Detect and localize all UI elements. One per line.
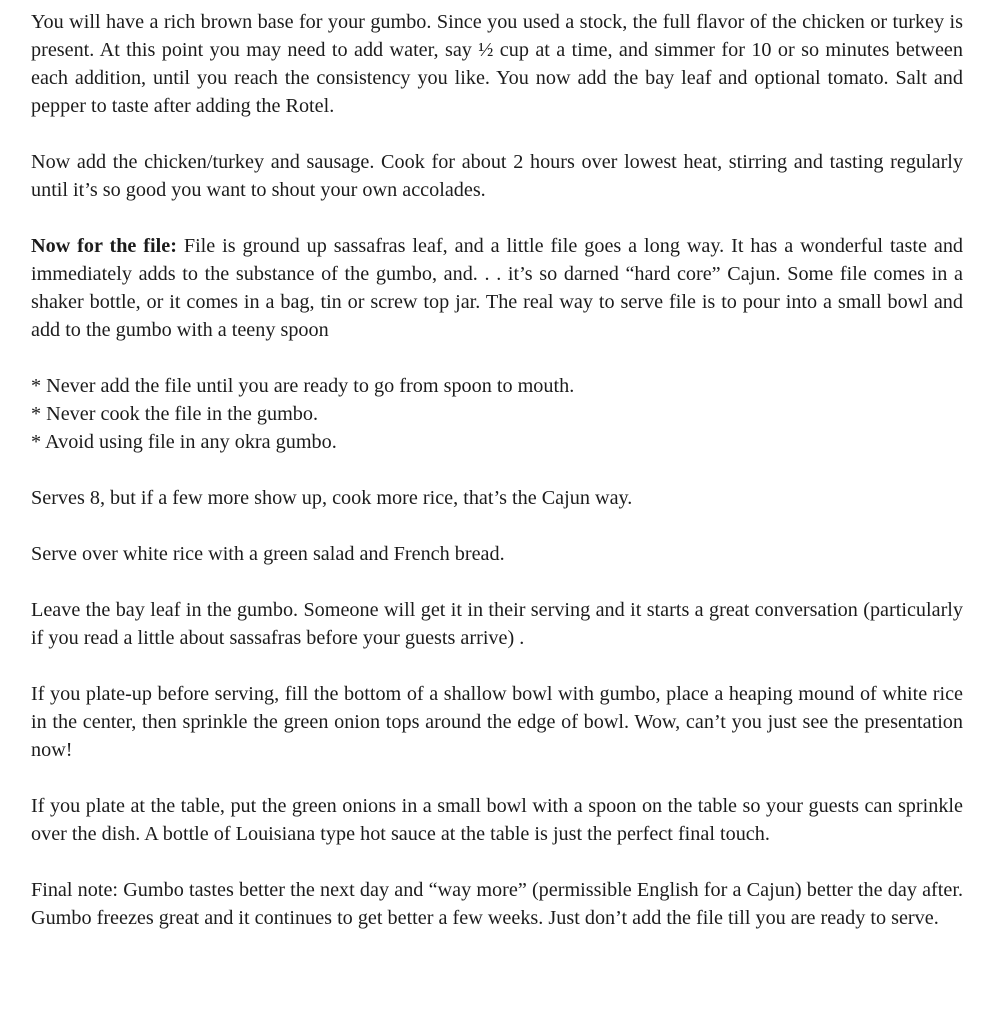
document-page bbox=[31, 8, 963, 960]
paragraph-add-meat: Now add the chicken/turkey and sausage. Cook for about 2 hours over lowest heat, stirring and tasting regularly until it’s so good you want to shout your own accolades. bbox=[31, 151, 963, 201]
paragraph-plate-at-table: If you plate at the table, put the green onions in a small bowl with a spoon on the table so your guests can sprinkle over the dish. A bottle of Louisiana type hot sauce at the table is just the perfect final touch. bbox=[31, 795, 963, 845]
file-description: File is ground up sassafras leaf, and a little file goes a long way. It has a wonderful taste and immediately adds to the substance of the gumbo, and. . . it’s so darned “hard core” Cajun. Some file comes in a shaker bottle, or it comes in a bag, tin or screw top jar. The real way to serve file is to pour into a small bowl and add to the gumbo with a teeny spoon bbox=[31, 235, 964, 341]
paragraph-plate-up: If you plate-up before serving, fill the bottom of a shallow bowl with gumbo, place a heaping mound of white rice in the center, then sprinkle the green onion tops around the edge of bowl. Wow, can’t you just see the presentation now! bbox=[31, 683, 963, 761]
file-tip-item: * Avoid using file in any okra gumbo. bbox=[31, 431, 337, 453]
paragraph-file bbox=[31, 232, 963, 344]
paragraph-brown-base: You will have a rich brown base for your gumbo. Since you used a stock, the full flavor of the chicken or turkey is present. At this point you may need to add water, say ½ cup at a time, and simmer for 10 or so minutes between each addition, until you reach the consistency you like. You now add the bay leaf and optional tomato. Salt and pepper to taste after adding the Rotel. bbox=[31, 11, 963, 117]
paragraph-bay-leaf: Leave the bay leaf in the gumbo. Someone will get it in their serving and it starts a great conversation (particularly if you read a little about sassafras before your guests arrive) . bbox=[31, 599, 963, 649]
paragraph-serve-over-rice: Serve over white rice with a green salad and French bread. bbox=[31, 543, 505, 565]
paragraph-serves: Serves 8, but if a few more show up, cook more rice, that’s the Cajun way. bbox=[31, 487, 633, 509]
paragraph-final-note: Final note: Gumbo tastes better the next day and “way more” (permissible English for a Cajun) better the day after. Gumbo freezes great and it continues to get better a few weeks. Just don’t add the file till you are ready to serve. bbox=[31, 879, 963, 929]
file-tips-list bbox=[31, 372, 963, 456]
file-tip-item: * Never add the file until you are ready to go from spoon to mouth. bbox=[31, 375, 575, 397]
file-tip-item: * Never cook the file in the gumbo. bbox=[31, 403, 319, 425]
file-heading: Now for the file: bbox=[31, 235, 177, 257]
